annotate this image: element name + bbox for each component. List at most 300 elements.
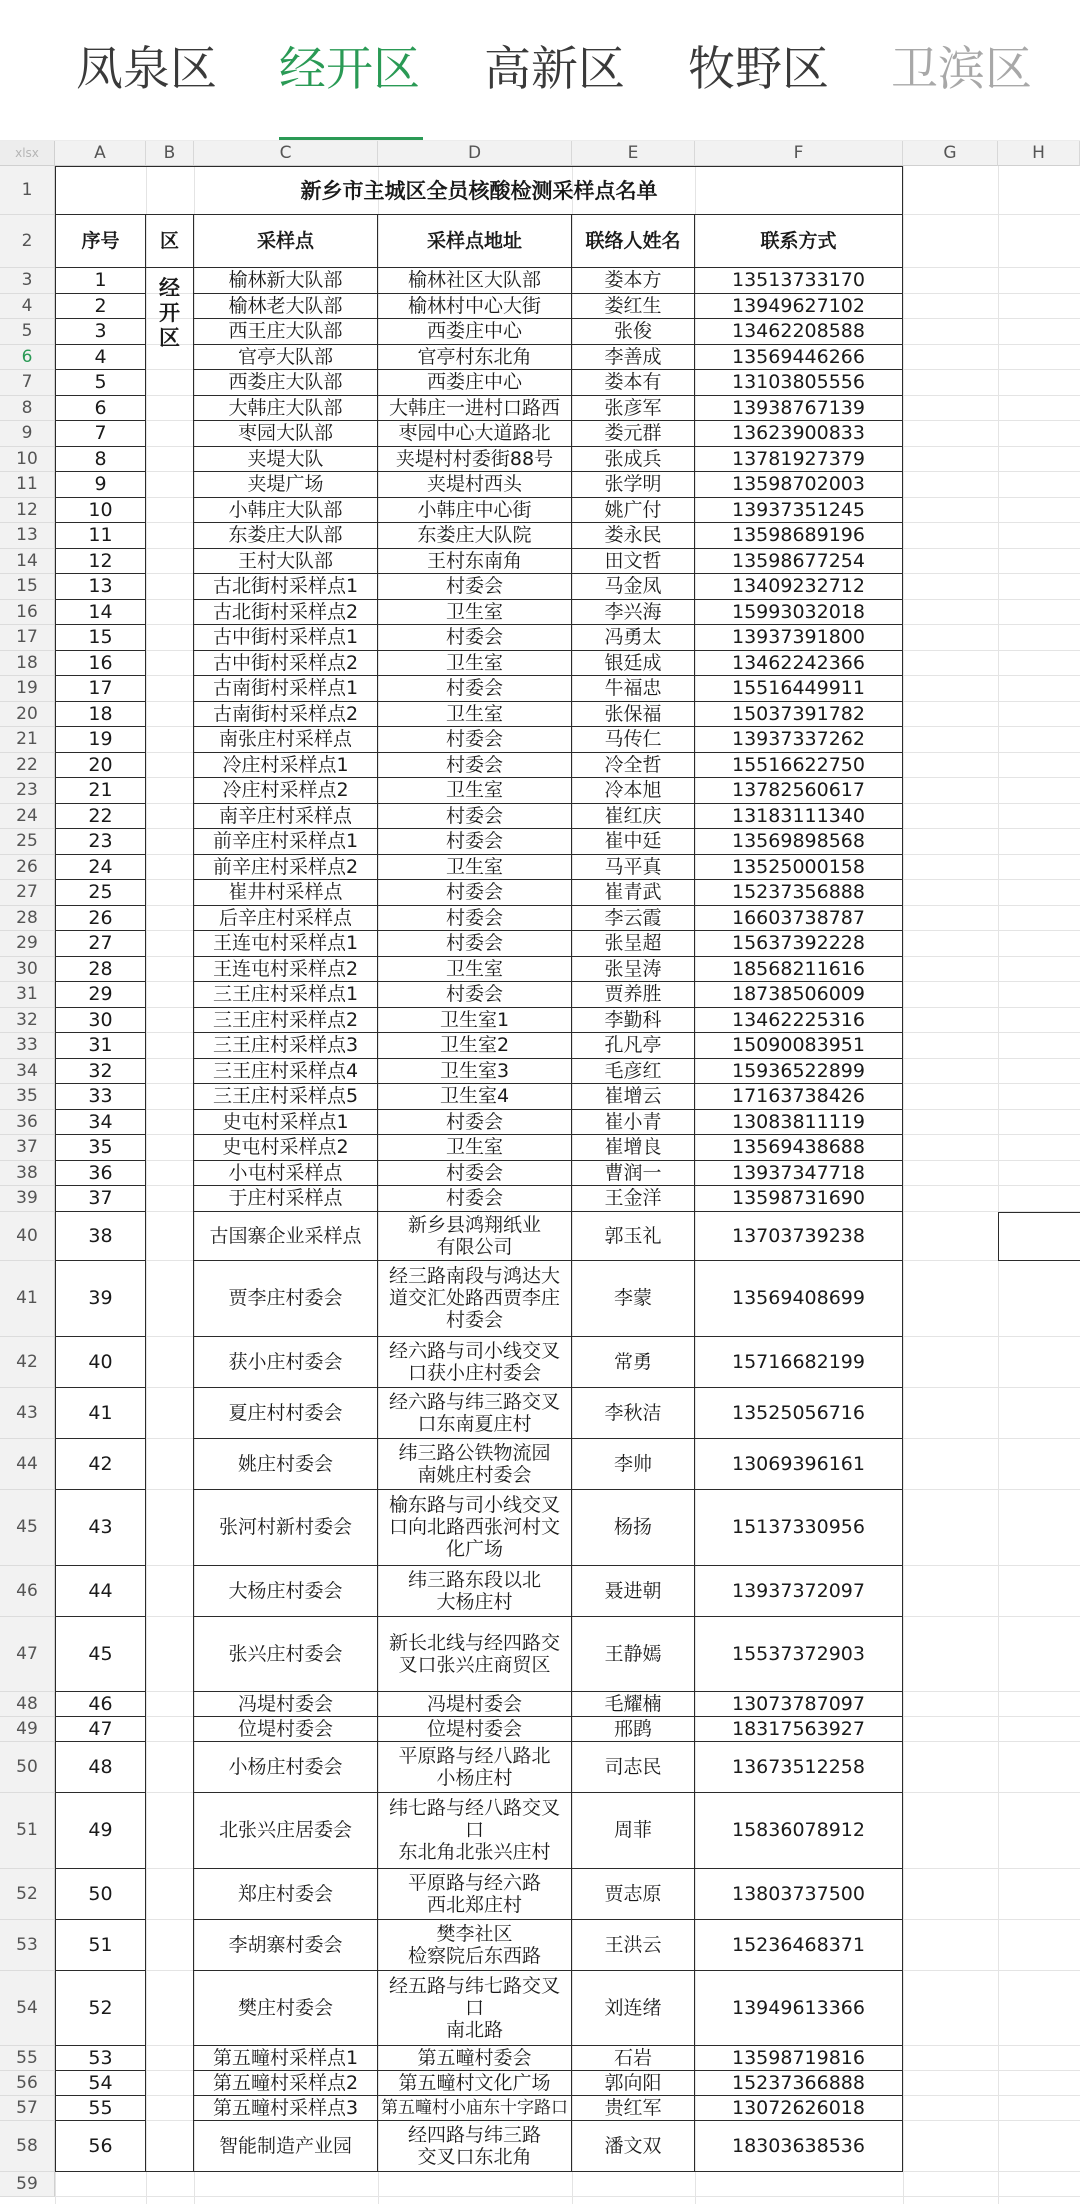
serial-cell[interactable]: 31 bbox=[55, 1033, 146, 1059]
address-cell[interactable]: 王村东南角 bbox=[378, 549, 572, 575]
row-header[interactable]: 51 bbox=[0, 1793, 55, 1869]
contact-name-cell[interactable]: 张彦军 bbox=[572, 396, 695, 422]
sampling-point-cell[interactable]: 榆林新大队部 bbox=[194, 268, 378, 294]
phone-cell[interactable]: 13598702003 bbox=[695, 472, 903, 498]
address-cell[interactable]: 卫生室 bbox=[378, 600, 572, 626]
serial-cell[interactable]: 51 bbox=[55, 1920, 146, 1971]
tab-jingkai[interactable]: 经开区 bbox=[279, 42, 420, 97]
contact-name-cell[interactable]: 娄元群 bbox=[572, 421, 695, 447]
contact-name-cell[interactable]: 石岩 bbox=[572, 2046, 695, 2071]
row-header[interactable]: 18 bbox=[0, 651, 55, 677]
sampling-point-cell[interactable]: 后辛庄村采样点 bbox=[194, 906, 378, 932]
row-header[interactable]: 36 bbox=[0, 1110, 55, 1136]
contact-name-cell[interactable]: 郭玉礼 bbox=[572, 1212, 695, 1261]
address-cell[interactable]: 村委会 bbox=[378, 753, 572, 779]
address-cell[interactable]: 第五疃村委会 bbox=[378, 2046, 572, 2071]
column-header-b[interactable]: B bbox=[146, 141, 194, 166]
sampling-point-cell[interactable]: 西王庄大队部 bbox=[194, 319, 378, 345]
row-header[interactable]: 53 bbox=[0, 1920, 55, 1971]
contact-name-cell[interactable]: 张俊 bbox=[572, 319, 695, 345]
contact-name-cell[interactable]: 杨扬 bbox=[572, 1490, 695, 1566]
contact-name-cell[interactable]: 娄永民 bbox=[572, 523, 695, 549]
address-cell[interactable]: 位堤村委会 bbox=[378, 1717, 572, 1742]
address-cell[interactable]: 西娄庄中心 bbox=[378, 370, 572, 396]
contact-name-cell[interactable]: 孔凡亭 bbox=[572, 1033, 695, 1059]
sampling-point-cell[interactable]: 南辛庄村采样点 bbox=[194, 804, 378, 830]
serial-cell[interactable]: 20 bbox=[55, 753, 146, 779]
address-cell[interactable]: 村委会 bbox=[378, 676, 572, 702]
address-cell[interactable]: 卫生室 bbox=[378, 855, 572, 881]
serial-cell[interactable]: 3 bbox=[55, 319, 146, 345]
region-cell[interactable]: 经开区 bbox=[146, 268, 194, 2172]
contact-name-cell[interactable]: 李善成 bbox=[572, 345, 695, 371]
serial-cell[interactable]: 27 bbox=[55, 931, 146, 957]
row-header[interactable]: 17 bbox=[0, 625, 55, 651]
header-address[interactable]: 采样点地址 bbox=[378, 215, 572, 268]
contact-name-cell[interactable]: 曹润一 bbox=[572, 1161, 695, 1187]
phone-cell[interactable]: 18303638536 bbox=[695, 2121, 903, 2172]
sampling-point-cell[interactable]: 三王庄村采样点3 bbox=[194, 1033, 378, 1059]
address-cell[interactable]: 冯堤村委会 bbox=[378, 1692, 572, 1717]
contact-name-cell[interactable]: 李蒙 bbox=[572, 1261, 695, 1337]
phone-cell[interactable]: 13598677254 bbox=[695, 549, 903, 575]
phone-cell[interactable]: 15037391782 bbox=[695, 702, 903, 728]
contact-name-cell[interactable]: 田文哲 bbox=[572, 549, 695, 575]
phone-cell[interactable]: 13513733170 bbox=[695, 268, 903, 294]
serial-cell[interactable]: 9 bbox=[55, 472, 146, 498]
sampling-point-cell[interactable]: 三王庄村采样点1 bbox=[194, 982, 378, 1008]
tab-weibin[interactable]: 卫滨区 bbox=[891, 42, 1032, 97]
contact-name-cell[interactable]: 娄红生 bbox=[572, 294, 695, 320]
address-cell[interactable]: 卫生室 bbox=[378, 778, 572, 804]
phone-cell[interactable]: 13525056716 bbox=[695, 1388, 903, 1439]
serial-cell[interactable]: 41 bbox=[55, 1388, 146, 1439]
phone-cell[interactable]: 15236468371 bbox=[695, 1920, 903, 1971]
contact-name-cell[interactable]: 崔增良 bbox=[572, 1135, 695, 1161]
phone-cell[interactable]: 13598719816 bbox=[695, 2046, 903, 2071]
sampling-point-cell[interactable]: 古国寨企业采样点 bbox=[194, 1212, 378, 1261]
phone-cell[interactable]: 13937337262 bbox=[695, 727, 903, 753]
phone-cell[interactable]: 13937391800 bbox=[695, 625, 903, 651]
row-header[interactable]: 4 bbox=[0, 294, 55, 320]
serial-cell[interactable]: 37 bbox=[55, 1186, 146, 1212]
sampling-point-cell[interactable]: 夏庄村村委会 bbox=[194, 1388, 378, 1439]
row-header[interactable]: 8 bbox=[0, 396, 55, 422]
address-cell[interactable]: 东娄庄大队院 bbox=[378, 523, 572, 549]
phone-cell[interactable]: 13462225316 bbox=[695, 1008, 903, 1034]
row-header[interactable]: 47 bbox=[0, 1617, 55, 1692]
sampling-point-cell[interactable]: 古北街村采样点1 bbox=[194, 574, 378, 600]
phone-cell[interactable]: 17163738426 bbox=[695, 1084, 903, 1110]
address-cell[interactable]: 卫生室3 bbox=[378, 1059, 572, 1085]
address-cell[interactable]: 经三路南段与鸿达大 道交汇处路西贾李庄 村委会 bbox=[378, 1261, 572, 1337]
sheet-title[interactable]: 新乡市主城区全员核酸检测采样点名单 bbox=[55, 166, 903, 215]
phone-cell[interactable]: 15137330956 bbox=[695, 1490, 903, 1566]
address-cell[interactable]: 卫生室 bbox=[378, 702, 572, 728]
contact-name-cell[interactable]: 李勤科 bbox=[572, 1008, 695, 1034]
phone-cell[interactable]: 18317563927 bbox=[695, 1717, 903, 1742]
contact-name-cell[interactable]: 崔小青 bbox=[572, 1110, 695, 1136]
address-cell[interactable]: 村委会 bbox=[378, 906, 572, 932]
serial-cell[interactable]: 46 bbox=[55, 1692, 146, 1717]
address-cell[interactable]: 小韩庄中心街 bbox=[378, 498, 572, 524]
row-header[interactable]: 33 bbox=[0, 1033, 55, 1059]
phone-cell[interactable]: 13083811119 bbox=[695, 1110, 903, 1136]
phone-cell[interactable]: 15537372903 bbox=[695, 1617, 903, 1692]
contact-name-cell[interactable]: 贾养胜 bbox=[572, 982, 695, 1008]
address-cell[interactable]: 村委会 bbox=[378, 1110, 572, 1136]
serial-cell[interactable]: 45 bbox=[55, 1617, 146, 1692]
contact-name-cell[interactable]: 崔青武 bbox=[572, 880, 695, 906]
sampling-point-cell[interactable]: 郑庄村委会 bbox=[194, 1869, 378, 1920]
row-header[interactable]: 40 bbox=[0, 1212, 55, 1261]
contact-name-cell[interactable]: 毛彦红 bbox=[572, 1059, 695, 1085]
sampling-point-cell[interactable]: 樊庄村委会 bbox=[194, 1971, 378, 2046]
phone-cell[interactable]: 15237356888 bbox=[695, 880, 903, 906]
address-cell[interactable]: 官亭村东北角 bbox=[378, 345, 572, 371]
serial-cell[interactable]: 15 bbox=[55, 625, 146, 651]
sampling-point-cell[interactable]: 三王庄村采样点4 bbox=[194, 1059, 378, 1085]
sampling-point-cell[interactable]: 古南街村采样点1 bbox=[194, 676, 378, 702]
phone-cell[interactable]: 13525000158 bbox=[695, 855, 903, 881]
address-cell[interactable]: 村委会 bbox=[378, 625, 572, 651]
row-header[interactable]: 10 bbox=[0, 447, 55, 473]
phone-cell[interactable]: 13569438688 bbox=[695, 1135, 903, 1161]
contact-name-cell[interactable]: 王金洋 bbox=[572, 1186, 695, 1212]
contact-name-cell[interactable]: 李兴海 bbox=[572, 600, 695, 626]
sampling-point-cell[interactable]: 冷庄村采样点2 bbox=[194, 778, 378, 804]
serial-cell[interactable]: 44 bbox=[55, 1566, 146, 1617]
address-cell[interactable]: 村委会 bbox=[378, 574, 572, 600]
address-cell[interactable]: 经四路与纬三路 交叉口东北角 bbox=[378, 2121, 572, 2172]
serial-cell[interactable]: 22 bbox=[55, 804, 146, 830]
address-cell[interactable]: 枣园中心大道路北 bbox=[378, 421, 572, 447]
spreadsheet-grid[interactable] bbox=[0, 141, 1080, 2204]
sampling-point-cell[interactable]: 东娄庄大队部 bbox=[194, 523, 378, 549]
sampling-point-cell[interactable]: 小屯村采样点 bbox=[194, 1161, 378, 1187]
phone-cell[interactable]: 13949613366 bbox=[695, 1971, 903, 2046]
contact-name-cell[interactable]: 潘文双 bbox=[572, 2121, 695, 2172]
phone-cell[interactable]: 13462208588 bbox=[695, 319, 903, 345]
phone-cell[interactable]: 15516622750 bbox=[695, 753, 903, 779]
serial-cell[interactable]: 38 bbox=[55, 1212, 146, 1261]
row-header[interactable]: 42 bbox=[0, 1337, 55, 1388]
serial-cell[interactable]: 17 bbox=[55, 676, 146, 702]
row-header[interactable]: 39 bbox=[0, 1186, 55, 1212]
serial-cell[interactable]: 14 bbox=[55, 600, 146, 626]
row-header[interactable]: 37 bbox=[0, 1135, 55, 1161]
contact-name-cell[interactable]: 王静嫣 bbox=[572, 1617, 695, 1692]
sampling-point-cell[interactable]: 崔井村采样点 bbox=[194, 880, 378, 906]
phone-cell[interactable]: 13803737500 bbox=[695, 1869, 903, 1920]
serial-cell[interactable]: 52 bbox=[55, 1971, 146, 2046]
row-header[interactable]: 56 bbox=[0, 2071, 55, 2096]
serial-cell[interactable]: 7 bbox=[55, 421, 146, 447]
sampling-point-cell[interactable]: 三王庄村采样点2 bbox=[194, 1008, 378, 1034]
tab-muye[interactable]: 牧野区 bbox=[688, 42, 829, 97]
row-header[interactable]: 52 bbox=[0, 1869, 55, 1920]
serial-cell[interactable]: 35 bbox=[55, 1135, 146, 1161]
contact-name-cell[interactable]: 刘连绪 bbox=[572, 1971, 695, 2046]
serial-cell[interactable]: 29 bbox=[55, 982, 146, 1008]
address-cell[interactable]: 村委会 bbox=[378, 1161, 572, 1187]
phone-cell[interactable]: 13937347718 bbox=[695, 1161, 903, 1187]
row-header[interactable]: 29 bbox=[0, 931, 55, 957]
row-header[interactable]: 35 bbox=[0, 1084, 55, 1110]
sampling-point-cell[interactable]: 古北街村采样点2 bbox=[194, 600, 378, 626]
contact-name-cell[interactable]: 王洪云 bbox=[572, 1920, 695, 1971]
serial-cell[interactable]: 30 bbox=[55, 1008, 146, 1034]
row-header[interactable]: 11 bbox=[0, 472, 55, 498]
address-cell[interactable]: 新乡县鸿翔纸业 有限公司 bbox=[378, 1212, 572, 1261]
phone-cell[interactable]: 16603738787 bbox=[695, 906, 903, 932]
address-cell[interactable]: 经六路与纬三路交叉 口东南夏庄村 bbox=[378, 1388, 572, 1439]
row-header[interactable]: 12 bbox=[0, 498, 55, 524]
address-cell[interactable]: 平原路与经六路 西北郑庄村 bbox=[378, 1869, 572, 1920]
address-cell[interactable]: 夹堤村西头 bbox=[378, 472, 572, 498]
sampling-point-cell[interactable]: 官亭大队部 bbox=[194, 345, 378, 371]
address-cell[interactable]: 榆东路与司小线交叉 口向北路西张河村文 化广场 bbox=[378, 1490, 572, 1566]
contact-name-cell[interactable]: 冯勇太 bbox=[572, 625, 695, 651]
contact-name-cell[interactable]: 娄本有 bbox=[572, 370, 695, 396]
address-cell[interactable]: 榆林村中心大街 bbox=[378, 294, 572, 320]
header-contact-name[interactable]: 联络人姓名 bbox=[572, 215, 695, 268]
sampling-point-cell[interactable]: 史屯村采样点2 bbox=[194, 1135, 378, 1161]
address-cell[interactable]: 卫生室4 bbox=[378, 1084, 572, 1110]
serial-cell[interactable]: 56 bbox=[55, 2121, 146, 2172]
address-cell[interactable]: 第五疃村文化广场 bbox=[378, 2071, 572, 2096]
phone-cell[interactable]: 15637392228 bbox=[695, 931, 903, 957]
column-header-d[interactable]: D bbox=[378, 141, 572, 166]
serial-cell[interactable]: 21 bbox=[55, 778, 146, 804]
phone-cell[interactable]: 13673512258 bbox=[695, 1742, 903, 1793]
serial-cell[interactable]: 24 bbox=[55, 855, 146, 881]
phone-cell[interactable]: 13569898568 bbox=[695, 829, 903, 855]
sampling-point-cell[interactable]: 第五疃村采样点3 bbox=[194, 2096, 378, 2121]
row-header[interactable]: 31 bbox=[0, 982, 55, 1008]
tab-gaoxin[interactable]: 高新区 bbox=[484, 42, 625, 97]
serial-cell[interactable]: 16 bbox=[55, 651, 146, 677]
row-header[interactable]: 32 bbox=[0, 1008, 55, 1034]
sampling-point-cell[interactable]: 贾李庄村委会 bbox=[194, 1261, 378, 1337]
serial-cell[interactable]: 40 bbox=[55, 1337, 146, 1388]
address-cell[interactable]: 经六路与司小线交叉 口获小庄村委会 bbox=[378, 1337, 572, 1388]
contact-name-cell[interactable]: 郭向阳 bbox=[572, 2071, 695, 2096]
sampling-point-cell[interactable]: 前辛庄村采样点1 bbox=[194, 829, 378, 855]
sampling-point-cell[interactable]: 小杨庄村委会 bbox=[194, 1742, 378, 1793]
contact-name-cell[interactable]: 司志民 bbox=[572, 1742, 695, 1793]
address-cell[interactable]: 村委会 bbox=[378, 880, 572, 906]
sampling-point-cell[interactable]: 张河村新村委会 bbox=[194, 1490, 378, 1566]
row-header[interactable]: 15 bbox=[0, 574, 55, 600]
sampling-point-cell[interactable]: 古中街村采样点1 bbox=[194, 625, 378, 651]
row-header[interactable]: 24 bbox=[0, 804, 55, 830]
serial-cell[interactable]: 49 bbox=[55, 1793, 146, 1869]
sampling-point-cell[interactable]: 枣园大队部 bbox=[194, 421, 378, 447]
sampling-point-cell[interactable]: 古南街村采样点2 bbox=[194, 702, 378, 728]
row-header[interactable]: 21 bbox=[0, 727, 55, 753]
serial-cell[interactable]: 6 bbox=[55, 396, 146, 422]
phone-cell[interactable]: 15237366888 bbox=[695, 2071, 903, 2096]
serial-cell[interactable]: 33 bbox=[55, 1084, 146, 1110]
contact-name-cell[interactable]: 马传仁 bbox=[572, 727, 695, 753]
phone-cell[interactable]: 13703739238 bbox=[695, 1212, 903, 1261]
contact-name-cell[interactable]: 张呈超 bbox=[572, 931, 695, 957]
row-header[interactable]: 14 bbox=[0, 549, 55, 575]
sampling-point-cell[interactable]: 李胡寨村委会 bbox=[194, 1920, 378, 1971]
serial-cell[interactable]: 8 bbox=[55, 447, 146, 473]
sampling-point-cell[interactable]: 前辛庄村采样点2 bbox=[194, 855, 378, 881]
address-cell[interactable]: 村委会 bbox=[378, 727, 572, 753]
row-header[interactable]: 34 bbox=[0, 1059, 55, 1085]
row-header[interactable]: 46 bbox=[0, 1566, 55, 1617]
tab-fengquan[interactable]: 凤泉区 bbox=[76, 42, 217, 97]
sampling-point-cell[interactable]: 获小庄村委会 bbox=[194, 1337, 378, 1388]
serial-cell[interactable]: 26 bbox=[55, 906, 146, 932]
serial-cell[interactable]: 12 bbox=[55, 549, 146, 575]
phone-cell[interactable]: 13103805556 bbox=[695, 370, 903, 396]
contact-name-cell[interactable]: 聂进朝 bbox=[572, 1566, 695, 1617]
serial-cell[interactable]: 1 bbox=[55, 268, 146, 294]
phone-cell[interactable]: 13569446266 bbox=[695, 345, 903, 371]
sampling-point-cell[interactable]: 西娄庄大队部 bbox=[194, 370, 378, 396]
sampling-point-cell[interactable]: 第五疃村采样点2 bbox=[194, 2071, 378, 2096]
sampling-point-cell[interactable]: 大杨庄村委会 bbox=[194, 1566, 378, 1617]
row-header[interactable]: 22 bbox=[0, 753, 55, 779]
address-cell[interactable]: 平原路与经八路北 小杨庄村 bbox=[378, 1742, 572, 1793]
sampling-point-cell[interactable]: 榆林老大队部 bbox=[194, 294, 378, 320]
phone-cell[interactable]: 13949627102 bbox=[695, 294, 903, 320]
phone-cell[interactable]: 13069396161 bbox=[695, 1439, 903, 1490]
row-header[interactable]: 45 bbox=[0, 1490, 55, 1566]
serial-cell[interactable]: 43 bbox=[55, 1490, 146, 1566]
address-cell[interactable]: 村委会 bbox=[378, 829, 572, 855]
sampling-point-cell[interactable]: 夹堤广场 bbox=[194, 472, 378, 498]
row-header[interactable]: 6 bbox=[0, 345, 55, 371]
serial-cell[interactable]: 2 bbox=[55, 294, 146, 320]
row-header[interactable]: 13 bbox=[0, 523, 55, 549]
contact-name-cell[interactable]: 牛福忠 bbox=[572, 676, 695, 702]
row-header[interactable]: 27 bbox=[0, 880, 55, 906]
row-header[interactable]: 20 bbox=[0, 702, 55, 728]
sampling-point-cell[interactable]: 智能制造产业园 bbox=[194, 2121, 378, 2172]
row-header[interactable]: 41 bbox=[0, 1261, 55, 1337]
serial-cell[interactable]: 47 bbox=[55, 1717, 146, 1742]
sampling-point-cell[interactable]: 夹堤大队 bbox=[194, 447, 378, 473]
serial-cell[interactable]: 39 bbox=[55, 1261, 146, 1337]
serial-cell[interactable]: 50 bbox=[55, 1869, 146, 1920]
column-header-e[interactable]: E bbox=[572, 141, 695, 166]
header-sampling-point[interactable]: 采样点 bbox=[194, 215, 378, 268]
contact-name-cell[interactable]: 周菲 bbox=[572, 1793, 695, 1869]
contact-name-cell[interactable]: 李帅 bbox=[572, 1439, 695, 1490]
row-header[interactable]: 25 bbox=[0, 829, 55, 855]
serial-cell[interactable]: 54 bbox=[55, 2071, 146, 2096]
contact-name-cell[interactable]: 张呈涛 bbox=[572, 957, 695, 983]
phone-cell[interactable]: 13598731690 bbox=[695, 1186, 903, 1212]
sampling-point-cell[interactable]: 王村大队部 bbox=[194, 549, 378, 575]
phone-cell[interactable]: 18738506009 bbox=[695, 982, 903, 1008]
address-cell[interactable]: 村委会 bbox=[378, 804, 572, 830]
serial-cell[interactable]: 53 bbox=[55, 2046, 146, 2071]
address-cell[interactable]: 卫生室2 bbox=[378, 1033, 572, 1059]
row-header[interactable]: 59 bbox=[0, 2172, 55, 2197]
sampling-point-cell[interactable]: 姚庄村委会 bbox=[194, 1439, 378, 1490]
sampling-point-cell[interactable]: 王连屯村采样点2 bbox=[194, 957, 378, 983]
column-header-c[interactable]: C bbox=[194, 141, 378, 166]
address-cell[interactable]: 大韩庄一进村口路西 bbox=[378, 396, 572, 422]
sampling-point-cell[interactable]: 冷庄村采样点1 bbox=[194, 753, 378, 779]
contact-name-cell[interactable]: 张保福 bbox=[572, 702, 695, 728]
row-header[interactable]: 43 bbox=[0, 1388, 55, 1439]
phone-cell[interactable]: 13183111340 bbox=[695, 804, 903, 830]
contact-name-cell[interactable]: 常勇 bbox=[572, 1337, 695, 1388]
serial-cell[interactable]: 23 bbox=[55, 829, 146, 855]
address-cell[interactable]: 卫生室 bbox=[378, 1135, 572, 1161]
address-cell[interactable]: 樊李社区 检察院后东西路 bbox=[378, 1920, 572, 1971]
phone-cell[interactable]: 15836078912 bbox=[695, 1793, 903, 1869]
address-cell[interactable]: 纬三路东段以北 大杨庄村 bbox=[378, 1566, 572, 1617]
address-cell[interactable]: 纬七路与经八路交叉 口 东北角北张兴庄村 bbox=[378, 1793, 572, 1869]
address-cell[interactable]: 第五疃村小庙东十字路口 bbox=[378, 2096, 572, 2121]
serial-cell[interactable]: 4 bbox=[55, 345, 146, 371]
row-header[interactable]: 38 bbox=[0, 1161, 55, 1187]
row-header[interactable]: 9 bbox=[0, 421, 55, 447]
row-header[interactable]: 5 bbox=[0, 319, 55, 345]
sampling-point-cell[interactable]: 北张兴庄居委会 bbox=[194, 1793, 378, 1869]
column-header-g[interactable]: G bbox=[903, 141, 998, 166]
contact-name-cell[interactable]: 张成兵 bbox=[572, 447, 695, 473]
address-cell[interactable]: 村委会 bbox=[378, 1186, 572, 1212]
phone-cell[interactable]: 15516449911 bbox=[695, 676, 903, 702]
serial-cell[interactable]: 18 bbox=[55, 702, 146, 728]
row-header[interactable]: 28 bbox=[0, 906, 55, 932]
row-header[interactable]: 55 bbox=[0, 2046, 55, 2071]
serial-cell[interactable]: 36 bbox=[55, 1161, 146, 1187]
phone-cell[interactable]: 13409232712 bbox=[695, 574, 903, 600]
row-header[interactable]: 2 bbox=[0, 215, 55, 268]
column-header-f[interactable]: F bbox=[695, 141, 903, 166]
row-header[interactable]: 26 bbox=[0, 855, 55, 881]
address-cell[interactable]: 经五路与纬七路交叉 口 南北路 bbox=[378, 1971, 572, 2046]
serial-cell[interactable]: 42 bbox=[55, 1439, 146, 1490]
contact-name-cell[interactable]: 崔红庆 bbox=[572, 804, 695, 830]
address-cell[interactable]: 纬三路公铁物流园 南姚庄村委会 bbox=[378, 1439, 572, 1490]
contact-name-cell[interactable]: 李秋洁 bbox=[572, 1388, 695, 1439]
contact-name-cell[interactable]: 银廷成 bbox=[572, 651, 695, 677]
phone-cell[interactable]: 13598689196 bbox=[695, 523, 903, 549]
sampling-point-cell[interactable]: 大韩庄大队部 bbox=[194, 396, 378, 422]
header-district[interactable]: 区 bbox=[146, 215, 194, 268]
phone-cell[interactable]: 13569408699 bbox=[695, 1261, 903, 1337]
address-cell[interactable]: 榆林社区大队部 bbox=[378, 268, 572, 294]
column-header-h[interactable]: H bbox=[998, 141, 1080, 166]
phone-cell[interactable]: 15716682199 bbox=[695, 1337, 903, 1388]
sampling-point-cell[interactable]: 史屯村采样点1 bbox=[194, 1110, 378, 1136]
sampling-point-cell[interactable]: 第五疃村采样点1 bbox=[194, 2046, 378, 2071]
row-header[interactable]: 19 bbox=[0, 676, 55, 702]
sampling-point-cell[interactable]: 张兴庄村委会 bbox=[194, 1617, 378, 1692]
sampling-point-cell[interactable]: 古中街村采样点2 bbox=[194, 651, 378, 677]
serial-cell[interactable]: 34 bbox=[55, 1110, 146, 1136]
contact-name-cell[interactable]: 邢鹍 bbox=[572, 1717, 695, 1742]
phone-cell[interactable]: 15090083951 bbox=[695, 1033, 903, 1059]
phone-cell[interactable]: 13623900833 bbox=[695, 421, 903, 447]
select-all-corner[interactable]: xlsx bbox=[0, 141, 55, 166]
sampling-point-cell[interactable]: 冯堤村委会 bbox=[194, 1692, 378, 1717]
sampling-point-cell[interactable]: 王连屯村采样点1 bbox=[194, 931, 378, 957]
serial-cell[interactable]: 11 bbox=[55, 523, 146, 549]
